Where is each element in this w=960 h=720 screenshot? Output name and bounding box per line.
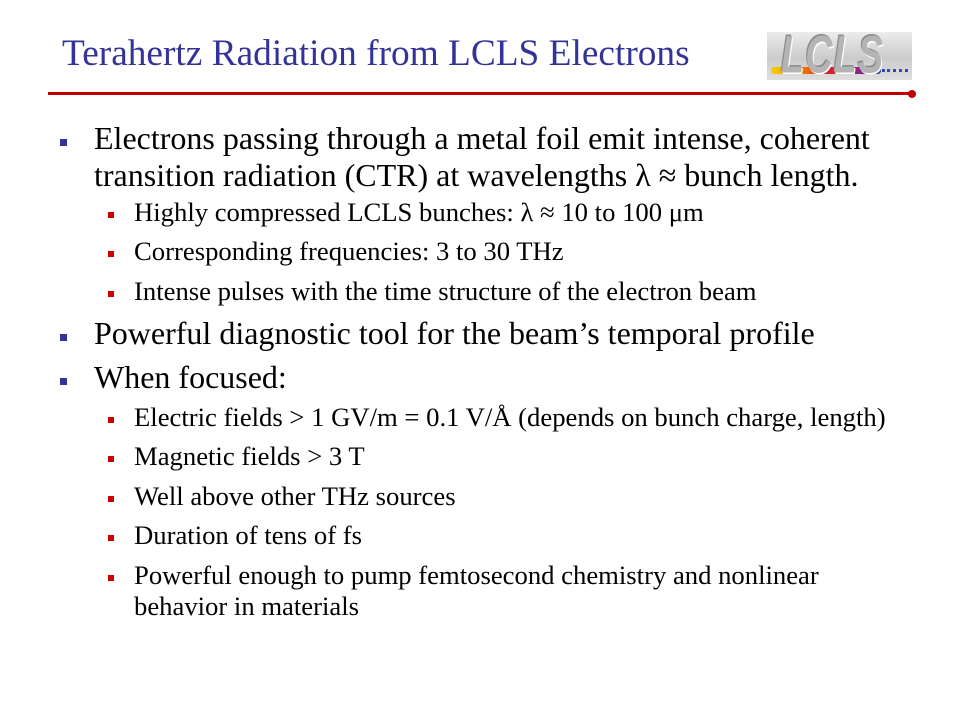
square-bullet-icon: [108, 251, 114, 257]
sub-bullet-item: [134, 197, 904, 228]
square-bullet-icon: [108, 417, 114, 423]
sub-bullet-text: Electric fields > 1 GV/m = 0.1 V/Å (depends on bunch charge, length): [134, 402, 886, 432]
sub-bullet-item: [134, 481, 904, 512]
sub-bullet-text: Well above other THz sources: [134, 481, 456, 511]
bullet-item: [94, 359, 894, 396]
sub-bullet-item: [134, 276, 904, 307]
sub-bullet-item: [134, 560, 904, 621]
slide-title: Terahertz Radiation from LCLS Electrons: [62, 33, 690, 74]
square-bullet-icon: [108, 575, 114, 581]
sub-bullet-text: Corresponding frequencies: 3 to 30 THz: [134, 236, 564, 266]
bullet-item: [94, 315, 894, 352]
sub-bullet-text: Duration of tens of fs: [134, 520, 363, 550]
logo-text: LCLS: [781, 32, 885, 80]
square-bullet-icon: [60, 139, 67, 146]
square-bullet-icon: [108, 291, 114, 297]
sub-bullet-text: Highly compressed LCLS bunches: λ ≈ 10 to 100 μm: [134, 197, 704, 227]
square-bullet-icon: [60, 378, 67, 385]
square-bullet-icon: [108, 535, 114, 541]
title-divider: [48, 92, 910, 95]
square-bullet-icon: [60, 334, 67, 341]
sub-bullet-text: Intense pulses with the time structure of the electron beam: [134, 276, 757, 306]
bullet-text: When focused:: [94, 359, 287, 395]
sub-bullet-item: [134, 520, 904, 551]
sub-bullet-item: [134, 236, 904, 267]
square-bullet-icon: [108, 456, 114, 462]
bullet-text: Powerful diagnostic tool for the beam’s temporal profile: [94, 315, 815, 351]
sub-bullet-text: Powerful enough to pump femtosecond chemistry and nonlinear behavior in materials: [134, 560, 819, 621]
bullet-item: [94, 120, 894, 194]
square-bullet-icon: [108, 496, 114, 502]
sub-bullet-item: [134, 402, 904, 433]
lcls-logo: [767, 32, 912, 80]
divider-end-dot: [908, 90, 916, 98]
logo-dots: [882, 69, 908, 72]
sub-bullet-text: Magnetic fields > 3 T: [134, 441, 365, 471]
bullet-text: Electrons passing through a metal foil emit intense, coherent transition radiation (CTR) at wavelengths λ ≈ bunch length.: [94, 120, 870, 193]
sub-bullet-item: [134, 441, 904, 472]
square-bullet-icon: [108, 212, 114, 218]
